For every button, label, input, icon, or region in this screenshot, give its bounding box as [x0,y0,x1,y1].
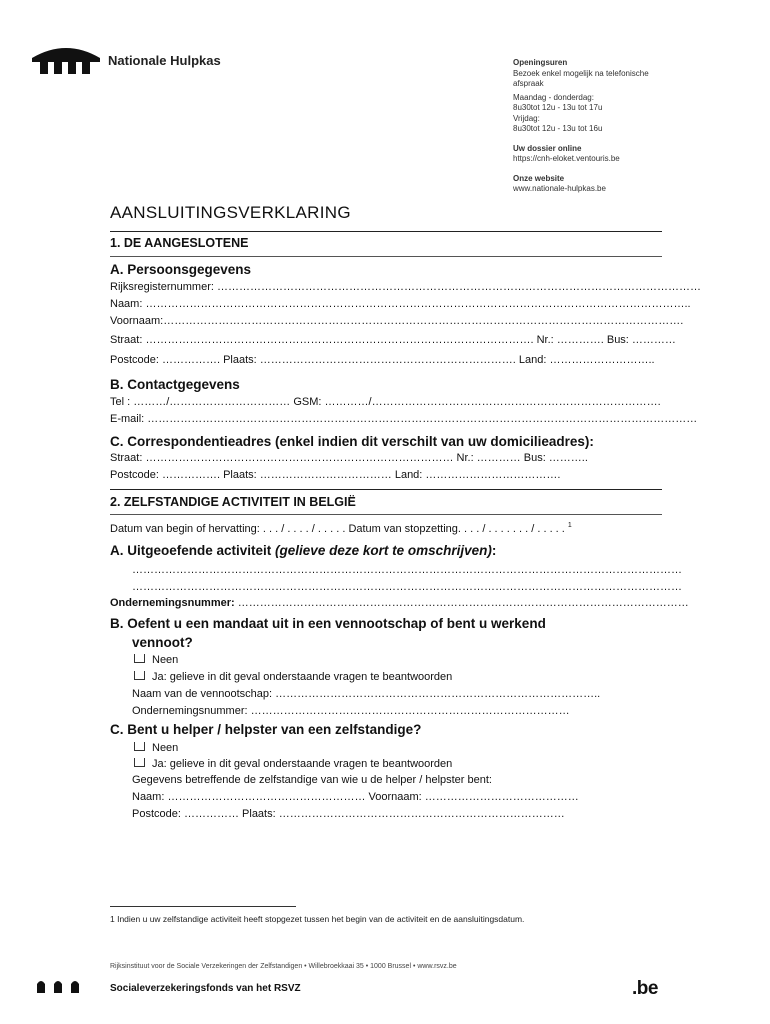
corr-postcode-field[interactable]: Postcode: ……………. Plaats: ……………………………… Land: ………………………………. [110,469,561,481]
activity-line-2[interactable]: …………………………………………………………………………………………………………………………………… [132,581,682,593]
checkbox-icon[interactable] [134,758,145,767]
section-1-bottom-rule [110,256,662,257]
footnote-rule [110,906,296,907]
zelfstandige-gegevens-label: Gegevens betreffende de zelfstandige van wie u de helper / helpster bent: [132,774,492,786]
zelfstandige-naam-field[interactable]: Naam: ……………………………………………… Voornaam: …………………………………… [132,791,579,803]
nationale-hulpkas-logo-icon [30,42,102,76]
logo [30,42,102,81]
footnote: 1 Indien u uw zelfstandige activiteit heeft stopgezet tussen het begin van de activiteit en de aansluitingsdatum. [110,914,525,924]
uitgeoefende-activiteit-heading [110,543,496,558]
activity-heading-colon: : [491,543,497,558]
activity-heading-text: A. Uitgeoefende activiteit [110,543,276,558]
footer-logo-icon [36,978,82,999]
header-info [513,58,649,195]
mandaat-ja-option[interactable] [134,671,452,683]
footer-fund: Socialeverzekeringsfonds van het RSVZ [110,983,301,994]
contactgegevens-heading: B. Contactgegevens [110,377,240,392]
vennootschap-nummer-field[interactable]: Ondernemingsnummer: …………………………………………………………………………… [132,705,570,717]
checkbox-icon[interactable] [134,671,145,680]
mandaat-heading-line-1: B. Oefent u een mandaat uit in een vennootschap of bent u werkend [110,616,546,631]
section-2-heading: 2. ZELFSTANDIGE ACTIVITEIT IN BELGIË [110,495,356,509]
date-line: Datum van begin of hervatting: . . . / . . . . / . . . . . Datum van stopzetting. . . . / . . . . . . . / . . . . . [110,523,565,535]
section-1-heading: 1. DE AANGESLOTENE [110,236,249,250]
hours-line-2: 8u30tot 12u - 13u tot 17u [513,103,603,112]
activity-line-1[interactable]: …………………………………………………………………………………………………………………………………… [132,564,682,576]
openingsuren-title: Openingsuren [513,58,568,67]
ondernemingsnummer-label: Ondernemingsnummer: [110,597,235,609]
website-title: Onze website [513,173,565,183]
openingsuren-line-1: Bezoek enkel mogelijk na telefonische [513,68,649,78]
rijksregisternummer-field[interactable]: Rijksregisternummer: …………………………………………………………………………………………………………………… [110,281,701,293]
footnote-ref: 1 [567,522,572,529]
persoonsgegevens-heading: A. Persoonsgegevens [110,262,252,277]
checkbox-icon[interactable] [134,654,145,663]
section-1-top-rule [110,231,662,232]
helper-neen-option[interactable] [134,742,178,754]
activity-heading-italic: (gelieve deze kort te omschrijven) [275,543,492,558]
section-2-top-rule [110,489,662,490]
checkbox-icon[interactable] [134,742,145,751]
helper-ja-option[interactable] [134,758,452,770]
section-2-bottom-rule [110,514,662,515]
voornaam-field[interactable]: Voornaam:……………………………………………………………………………………………………………………………. [110,315,684,327]
straat-field[interactable]: Straat: ……………………………………………………………………………………………. Nr.: …………. Bus: ………… [110,334,676,346]
corr-straat-field[interactable]: Straat: ………………………………………………………………………… Nr.: ………… Bus: ……….. [110,452,588,464]
date-fields[interactable] [110,523,572,535]
naam-field[interactable]: Naam: ………………………………………………………………………………………………………………………………….. [110,298,691,310]
mandaat-neen-label: Neen [152,654,179,666]
helper-heading: C. Bent u helper / helpster van een zelfstandige? [110,722,422,737]
helper-ja-label: Ja: gelieve in dit geval onderstaande vragen te beantwoorden [152,758,453,770]
hours-line-1: Maandag - donderdag: [513,92,594,102]
mandaat-ja-label: Ja: gelieve in dit geval onderstaande vragen te beantwoorden [152,671,453,683]
helper-neen-label: Neen [152,742,179,754]
tel-gsm-field[interactable]: Tel : ………/…………………………… GSM: …………/……………………………………………………………………. [110,396,661,408]
vennootschap-naam-field[interactable]: Naam van de vennootschap: …………………………………………………………………………….. [132,688,601,700]
footer-address: Rijksinstituut voor de Sociale Verzekeringen der Zelfstandigen • Willebroekkaai 35 • 1000 Brussel • www.rsvz.be [110,963,457,970]
dossier-title: Uw dossier online [513,143,582,153]
openingsuren-line-2: afspraak [513,79,544,88]
page-title: AANSLUITINGSVERKLARING [110,203,351,222]
hours-line-4: 8u30tot 12u - 13u tot 16u [513,124,603,133]
dossier-url[interactable]: https://cnh-eloket.ventouris.be [513,154,620,163]
ondernemingsnummer-dots: …………………………………………………………………………………………………………… [234,597,689,609]
be-logo: .be [632,978,658,999]
logo-text: Nationale Hulpkas [108,53,221,68]
email-field[interactable]: E-mail: …………………………………………………………………………………………………………………………………… [110,413,698,425]
ondernemingsnummer-field[interactable] [110,597,689,609]
zelfstandige-postcode-field[interactable]: Postcode: …………… Plaats: …………………………………………………………………… [132,808,565,820]
hours-line-3: Vrijdag: [513,113,540,123]
mandaat-neen-option[interactable] [134,654,178,666]
mandaat-heading-line-2: vennoot? [132,635,193,650]
website-url[interactable]: www.nationale-hulpkas.be [513,184,606,193]
postcode-field[interactable]: Postcode: ……………. Plaats: ……………………………………………………………. Land: ……………………….. [110,354,655,366]
correspondentieadres-heading: C. Correspondentieadres (enkel indien dit verschilt van uw domicilieadres): [110,434,594,449]
